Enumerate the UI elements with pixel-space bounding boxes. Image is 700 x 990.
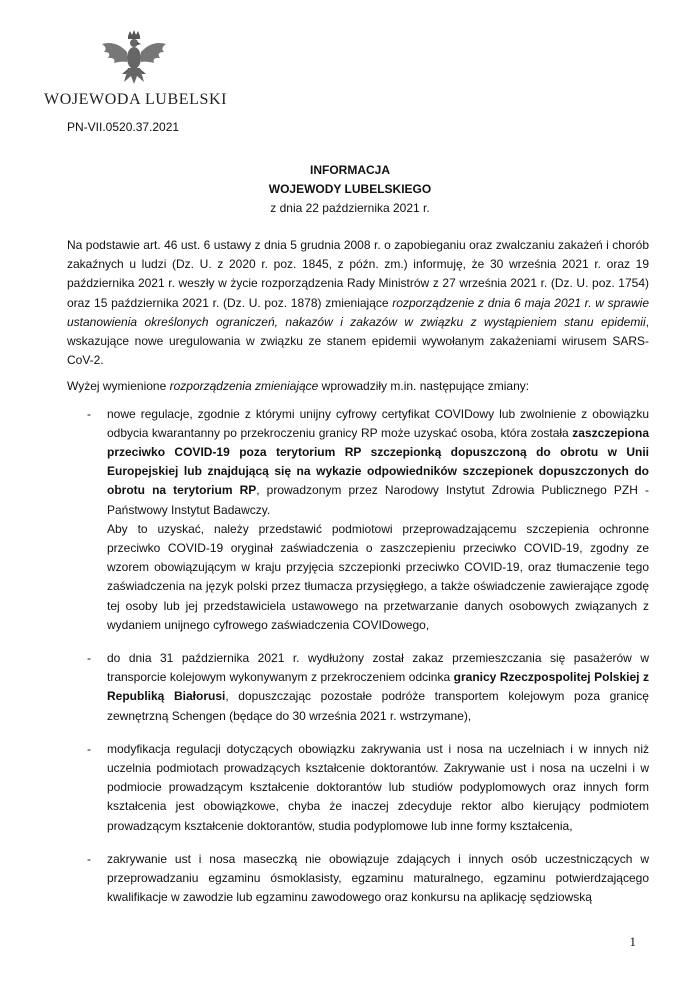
document-title: [0, 161, 700, 218]
document-body: [67, 236, 649, 922]
list-item: - modyfikacja regulacji dotyczących obowiązku zakrywania ust i nosa na uczelniach i w innych niż uczelnia podmiotach prowadzących kształcenie doktorantów. Zakrywanie ust i nosa na uczelni i w podmiocie prowadzącym kształcenie doktorantów lub studiów podyplomowych oraz innych form kształcenia jest obowiązkowe, chyba że inaczej zdecyduje rektor albo kierujący podmiotem prowadzącym kształcenie doktorantów, studia podyplomowe lub inne formy kształcenia,: [87, 741, 649, 833]
white-eagle-emblem-icon: [94, 30, 174, 88]
list-dash: -: [87, 851, 91, 866]
changes-list: [67, 405, 649, 908]
changes-intro-paragraph: Wyżej wymienione rozporządzenia zmieniające wprowadziły m.in. następujące zmiany:: [67, 379, 530, 394]
list-dash: -: [87, 741, 91, 756]
title-line-1: INFORMACJA: [310, 163, 390, 177]
list-item: - nowe regulacje, zgodnie z którymi unijny cyfrowy certyfikat COVIDowy lub zwolnienie z obowiązku odbycia kwarantanny po przekroczeniu granicy RP może uzyskać osoba, która została zaszczepiona przeciwko COVID-19 poza terytorium RP szczepionką dopuszczoną do obrotu w Unii Europejskiej lub znajdującą się na wykazie odpowiedników szczepionek dopuszczonych do obrotu na terytorium RP, prowadzonym przez Narodowy Instytut Zdrowia Publicznego PZH - Państwowy Instytut Badawczy. Aby to uzyskać, należy przedstawić podmiotowi przeprowadzającemu szczepienia ochronne przeciwko COVID-19 oryginał zaświadczenia o zaszczepieniu przeciwko COVID-19, zgodny ze wzorem obowiązującym w kraju przyjęcia szczepionki przeciwko COVID-19, oraz tłumaczenie tego zaświadczenia na język polski przez tłumacza przysięgłego, a także oświadczenie zawierające zgodę tej osoby lub jej przedstawiciela ustawowego na przetwarzanie danych osobowych związanych z wydaniem unijnego cyfrowego zaświadczenia COVIDowego,: [67, 405, 649, 635]
title-line-2: WOJEWODY LUBELSKIEGO: [268, 182, 432, 196]
title-date: z dnia 22 października 2021 r.: [270, 201, 430, 215]
page-number: 1: [629, 934, 636, 949]
list-item: - zakrywanie ust i nosa maseczką nie obowiązuje zdających i innych osób uczestniczących w przeprowadzaniu egzaminu ósmoklasisty, egzaminu maturalnego, egzaminu potwierdzającego kwalifikacje w zawodzie lub egzaminu zawodowego oraz konkursu na aplikację sędziowską: [87, 851, 649, 905]
list-item: - do dnia 31 października 2021 r. wydłużony został zakaz przemieszczania się pasażerów w transporcie kolejowym wykonywanym z przekroczeniem odcinka granicy Rzeczpospolitej Polskiej z Republiką Białorusi, dopuszczając pozostałe podróże transportem kolejowym poza granicę zewnętrzną Schengen (będące do 30 września 2021 r. wstrzymane),: [87, 651, 649, 723]
list-dash: -: [87, 651, 91, 666]
list-item-subparagraph: Aby to uzyskać, należy przedstawić podmiotowi przeprowadzającemu szczepienia ochronne przeciwko COVID-19 oryginał zaświadczenia o zaszczepieniu przeciwko COVID-19, zgodny ze wzorem obowiązującym w kraju przyjęcia szczepionki przeciwko COVID-19, oraz tłumaczenie tego zaświadczenia na język polski przez tłumacza przysięgłego, a także oświadczenie zawierające zgodę tej osoby lub jej przedstawiciela ustawowego na przetwarzanie danych osobowych związanych z wydaniem unijnego cyfrowego zaświadczenia COVIDowego,: [107, 521, 649, 632]
list-dash: -: [87, 406, 91, 421]
intro-paragraph: Na podstawie art. 46 ust. 6 ustawy z dnia 5 grudnia 2008 r. o zapobieganiu oraz zwalczaniu zakażeń i chorób zakaźnych u ludzi (Dz. U. z 2020 r. poz. 1845, z późn. zm.) informuję, że 30 września 2021 r. oraz 19 października 2021 r. weszły w życie rozporządzenia Rady Ministrów z 27 września 2021 r. (Dz. U. poz. 1754) oraz 15 października 2021 r. (Dz. U. poz. 1878) zmieniające rozporządzenie z dnia 6 maja 2021 r. w sprawie ustanowienia określonych ograniczeń, nakazów i zakazów w związku z wystąpieniem stanu epidemii, wskazujące nowe uregulowania w związku ze stanem epidemii wywołanym zakażeniami wirusem SARS-CoV-2.: [67, 238, 650, 368]
reference-number: PN-VII.0520.37.2021: [67, 120, 180, 134]
letterhead: [44, 30, 228, 109]
organization-name: WOJEWODA LUBELSKI: [44, 91, 228, 108]
